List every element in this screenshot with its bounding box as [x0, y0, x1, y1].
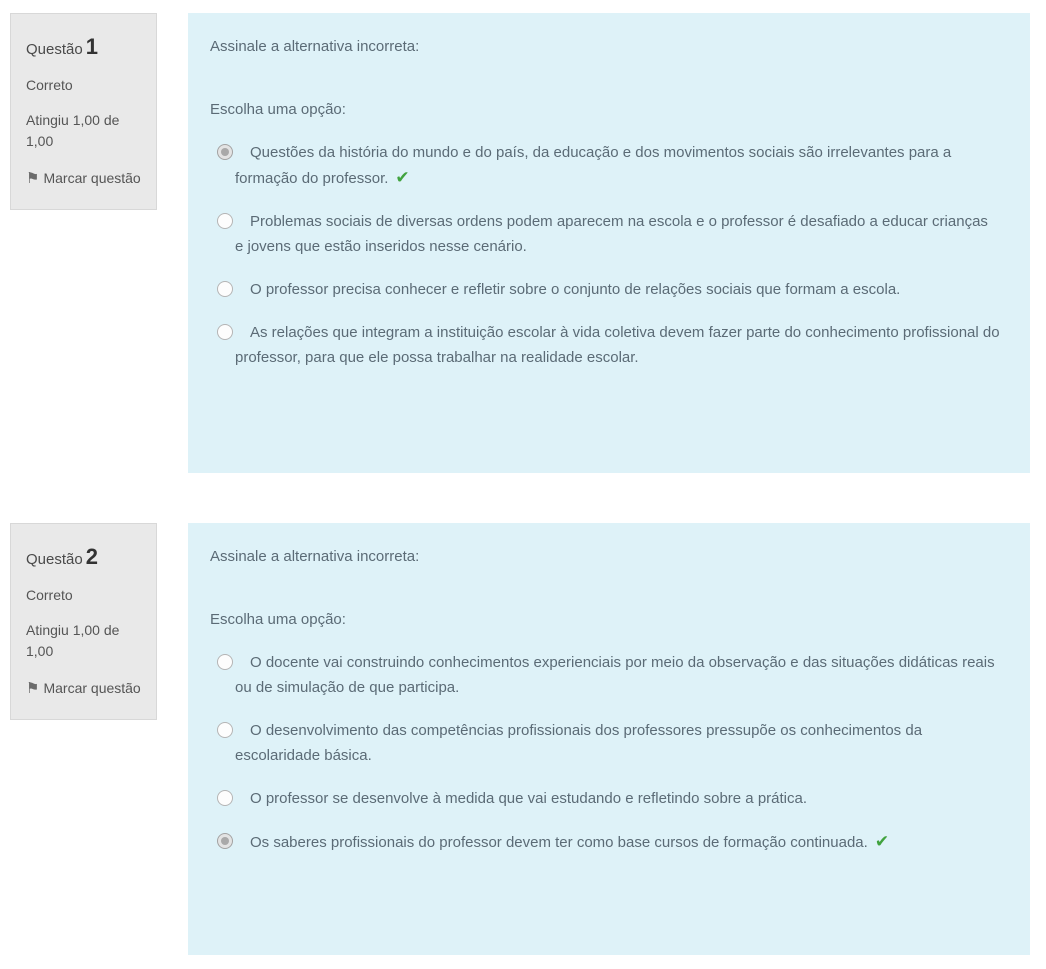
answer-option[interactable]	[210, 209, 1000, 259]
question-info-panel	[10, 523, 157, 720]
question-info-panel	[10, 13, 157, 210]
answer-option[interactable]	[210, 320, 1000, 370]
radio-button[interactable]	[217, 213, 233, 229]
answer-option-label[interactable]: O professor se desenvolve à medida que vai estudando e refletindo sobre a prática.	[250, 790, 808, 807]
question-block-1	[10, 13, 1046, 473]
answer-option[interactable]	[210, 718, 1000, 768]
answer-option-label[interactable]: Questões da história do mundo e do país, da educação e dos movimentos sociais são irrelevantes para a formação do professor.	[235, 144, 952, 187]
question-number-value: 2	[85, 544, 98, 569]
answer-option[interactable]	[210, 786, 1000, 811]
radio-button[interactable]	[217, 722, 233, 738]
radio-button[interactable]	[217, 790, 233, 806]
flag-question-link[interactable]	[26, 168, 142, 191]
question-status: Correto	[26, 77, 73, 93]
question-grade: Atingiu 1,00 de 1,00	[26, 112, 120, 149]
answer-option-label[interactable]: Problemas sociais de diversas ordens podem aparecem na escola e o professor é desafiado a educar crianças e jovens que estão inseridos nesse cenário.	[235, 213, 988, 255]
choose-option-label: Escolha uma opção:	[210, 101, 346, 118]
question-status: Correto	[26, 587, 73, 603]
answer-option-label[interactable]: O desenvolvimento das competências profissionais dos professores pressupõe os conhecimentos da escolaridade básica.	[235, 722, 923, 764]
question-label: Questão	[26, 41, 83, 58]
answer-option-label[interactable]: O docente vai construindo conhecimentos experienciais por meio da observação e das situações didáticas reais ou de simulação de que participa.	[235, 654, 995, 696]
answer-option[interactable]	[210, 829, 1000, 855]
question-grade: Atingiu 1,00 de 1,00	[26, 622, 120, 659]
question-number-value: 1	[85, 34, 98, 59]
flag-question-label: Marcar questão	[43, 170, 141, 186]
question-block-2	[10, 523, 1046, 955]
flag-icon: ⚑	[26, 170, 40, 187]
radio-button[interactable]	[217, 654, 233, 670]
radio-button[interactable]	[217, 833, 233, 849]
answer-option[interactable]	[210, 140, 1000, 191]
answer-option[interactable]	[210, 277, 1000, 302]
question-label: Questão	[26, 551, 83, 568]
question-content	[188, 523, 1030, 955]
flag-question-label: Marcar questão	[43, 680, 141, 696]
radio-button[interactable]	[217, 324, 233, 340]
correct-check-icon: ✔	[395, 168, 410, 187]
radio-button[interactable]	[217, 144, 233, 160]
radio-button[interactable]	[217, 281, 233, 297]
answer-option[interactable]	[210, 650, 1000, 700]
answer-option-label[interactable]: As relações que integram a instituição escolar à vida coletiva devem fazer parte do conhecimento profissional do professor, para que ele possa trabalhar na realidade escolar.	[235, 324, 1000, 366]
correct-check-icon: ✔	[874, 832, 890, 851]
question-number	[26, 30, 142, 63]
choose-option-label: Escolha uma opção:	[210, 611, 346, 628]
flag-icon: ⚑	[26, 680, 40, 697]
flag-question-link[interactable]	[26, 678, 142, 701]
question-prompt: Assinale a alternativa incorreta:	[210, 548, 420, 565]
question-prompt: Assinale a alternativa incorreta:	[210, 38, 420, 55]
answer-option-label[interactable]: O professor precisa conhecer e refletir sobre o conjunto de relações sociais que formam a escola.	[250, 281, 901, 298]
answer-option-label[interactable]: Os saberes profissionais do professor devem ter como base cursos de formação continuada.	[250, 834, 868, 851]
question-content	[188, 13, 1030, 473]
question-number	[26, 540, 142, 573]
